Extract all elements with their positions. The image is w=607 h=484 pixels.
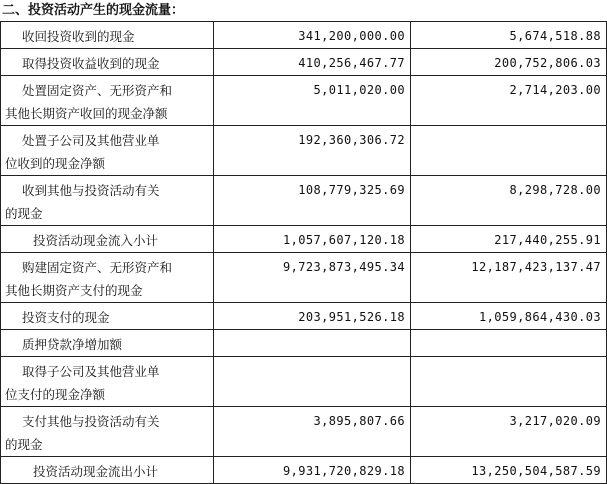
table-row — [1, 176, 607, 226]
row-label: 处置子公司及其他营业单 位收到的现金净额 — [1, 126, 214, 176]
row-label: 处置固定资产、无形资产和 其他长期资产收回的现金净额 — [1, 76, 214, 126]
table-row — [1, 22, 607, 49]
prior-period-value: 13,250,504,587.59 — [411, 457, 607, 484]
prior-period-value: 8,298,728.00 — [411, 176, 607, 226]
section-title: 二、投资活动产生的现金流量： — [2, 3, 185, 18]
table-row — [1, 407, 607, 457]
row-label: 购建固定资产、无形资产和 其他长期资产支付的现金 — [1, 253, 214, 303]
current-period-value: 3,895,807.66 — [214, 407, 411, 457]
table-row — [1, 303, 607, 330]
row-label: 支付其他与投资活动有关 的现金 — [1, 407, 214, 457]
current-period-value — [214, 330, 411, 357]
prior-period-value: 200,752,806.03 — [411, 49, 607, 76]
prior-period-value: 3,217,020.09 — [411, 407, 607, 457]
prior-period-value: 1,059,864,430.03 — [411, 303, 607, 330]
table-row — [1, 49, 607, 76]
row-label: 收回投资收到的现金 — [1, 22, 214, 49]
prior-period-value: 217,440,255.91 — [411, 226, 607, 253]
current-period-value: 192,360,306.72 — [214, 126, 411, 176]
investing-cash-flow-table — [0, 21, 607, 484]
row-label: 投资支付的现金 — [1, 303, 214, 330]
current-period-value: 9,723,873,495.34 — [214, 253, 411, 303]
table-row — [1, 330, 607, 357]
prior-period-value — [411, 126, 607, 176]
prior-period-value: 5,674,518.88 — [411, 22, 607, 49]
table-row — [1, 76, 607, 126]
row-label: 取得投资收益收到的现金 — [1, 49, 214, 76]
row-label: 质押贷款净增加额 — [1, 330, 214, 357]
prior-period-value: 2,714,203.00 — [411, 76, 607, 126]
row-label: 取得子公司及其他营业单 位支付的现金净额 — [1, 357, 214, 407]
prior-period-value — [411, 330, 607, 357]
current-period-value: 341,200,000.00 — [214, 22, 411, 49]
table-row — [1, 253, 607, 303]
row-label: 投资活动现金流入小计 — [1, 226, 214, 253]
current-period-value: 5,011,020.00 — [214, 76, 411, 126]
current-period-value — [214, 357, 411, 407]
row-label: 投资活动现金流出小计 — [1, 457, 214, 484]
prior-period-value — [411, 357, 607, 407]
table-row — [1, 457, 607, 484]
table-row — [1, 126, 607, 176]
current-period-value: 108,779,325.69 — [214, 176, 411, 226]
prior-period-value: 12,187,423,137.47 — [411, 253, 607, 303]
current-period-value: 1,057,607,120.18 — [214, 226, 411, 253]
table-row — [1, 357, 607, 407]
row-label: 收到其他与投资活动有关 的现金 — [1, 176, 214, 226]
table-row — [1, 226, 607, 253]
current-period-value: 203,951,526.18 — [214, 303, 411, 330]
current-period-value: 410,256,467.77 — [214, 49, 411, 76]
current-period-value: 9,931,720,829.18 — [214, 457, 411, 484]
